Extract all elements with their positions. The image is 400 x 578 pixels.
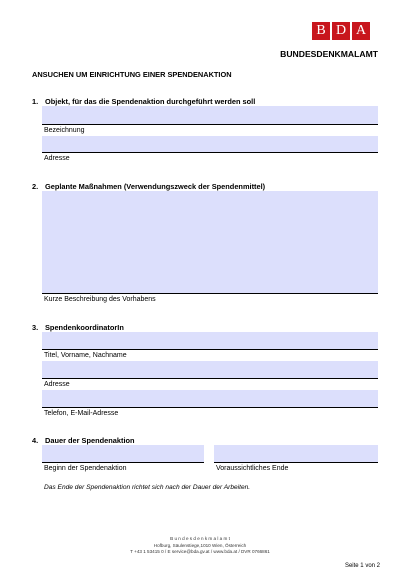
coordinator-contact-label: Telefon, E-Mail-Adresse (44, 410, 119, 417)
start-date-field[interactable] (42, 445, 204, 463)
section-title: Objekt, für das die Spendenaktion durchgeführt werden soll (45, 97, 256, 106)
section-4-heading (32, 436, 135, 445)
section-title: SpendenkoordinatorIn (45, 323, 124, 332)
measures-description-label: Kurze Beschreibung des Vorhabens (44, 296, 156, 303)
object-name-label: Bezeichnung (44, 127, 85, 134)
form-title: ANSUCHEN UM EINRICHTUNG EINER SPENDENAKTION (32, 70, 232, 79)
footer-address: Hofburg, Säulenstiege,1010 Wien, Österreich (153, 543, 247, 548)
section-3-heading (32, 323, 124, 332)
coordinator-address-field[interactable] (42, 361, 378, 379)
section-number: 3. (32, 323, 39, 332)
duration-note: Das Ende der Spendenaktion richtet sich nach der Dauer der Arbeiten. (44, 484, 251, 491)
page-number: Seite 1 von 2 (344, 563, 380, 569)
section-2-heading (32, 182, 265, 191)
coordinator-address-label: Adresse (44, 381, 70, 388)
logo-letter-a: A (352, 22, 370, 40)
section-number: 1. (32, 97, 39, 106)
object-address-field[interactable] (42, 136, 378, 153)
start-date-label: Beginn der Spendenaktion (44, 465, 127, 472)
coordinator-contact-field[interactable] (42, 390, 378, 408)
coordinator-name-label: Titel, Vorname, Nachname (44, 352, 127, 359)
section-1-heading (32, 97, 255, 106)
end-date-field[interactable] (214, 445, 378, 463)
section-number: 2. (32, 182, 39, 191)
logo-letter-b: B (312, 22, 330, 40)
object-address-label: Adresse (44, 155, 70, 162)
coordinator-name-field[interactable] (42, 332, 378, 350)
logo-letter-d: D (332, 22, 350, 40)
bda-logo (312, 22, 370, 40)
object-name-field[interactable] (42, 106, 378, 125)
section-title: Geplante Maßnahmen (Verwendungszweck der Spendenmittel) (45, 182, 266, 191)
end-date-label: Voraussichtliches Ende (216, 465, 289, 472)
footer-contact: T +43 1 53415 0 / E service@bda.gv.at / www.bda.at / DVR 0766861 (130, 549, 270, 554)
agency-name: BUNDESDENKMALAMT (280, 49, 378, 59)
section-title: Dauer der Spendenaktion (45, 436, 135, 445)
measures-description-field[interactable] (42, 191, 378, 294)
footer-agency: B u n d e s d e n k m a l a m t (170, 536, 230, 541)
section-number: 4. (32, 436, 39, 445)
